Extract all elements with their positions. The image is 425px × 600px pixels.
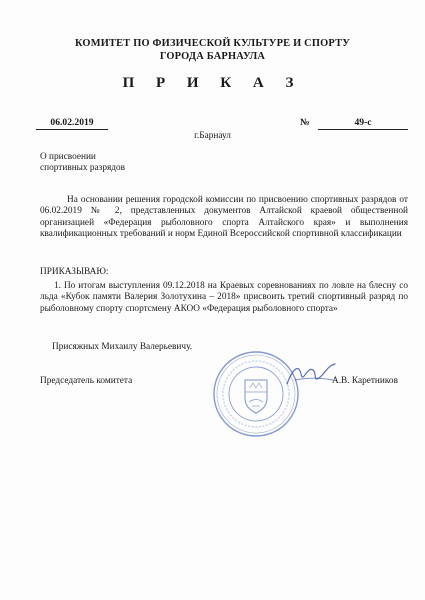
subject-line2: спортивных разрядов [40,163,126,174]
document-number: 49-с [318,117,408,130]
signatory-name: А.В. Каретников [332,376,398,386]
org-name-line1: КОМИТЕТ ПО ФИЗИЧЕСКОЙ КУЛЬТУРЕ И СПОРТУ [74,38,351,49]
signatory-role: Председатель комитета [40,376,133,386]
document-date: 06.02.2019 [36,117,108,130]
number-sign: № [300,117,310,128]
order-item-1-text: 1. По итогам выступления 09.12.2018 на Краевых соревнованиях по ловле на блесну со льда «Кубок памяти Валерия Золотухина – 2018» присвоить третий спортивный разряд по рыболовному спорту спортсмену АКОО «Федерация рыболовного спорта» [40,281,408,314]
document-subject [40,152,160,175]
order-word: ПРИКАЗЫВАЮ: [40,267,109,277]
org-name-line2: ГОРОДА БАРНАУЛА [159,51,266,62]
order-item-1 [40,281,408,315]
document-title: П Р И К А З [122,75,303,91]
subject-line1: О присвоении [40,152,96,162]
basis-paragraph [40,195,408,241]
awarded-person: Присяжных Михаилу Валерьевичу. [52,342,193,352]
basis-text: На основании решения городской комиссии по присвоению спортивных разрядов от 06.02.2019 № 2, представленных документов Алтайской краевой общественной организацией «Федерация рыболовного спорта Алтайского края» и выполнения квалификационных требований и норм Единой Всероссийской спортивной классификации [40,195,408,240]
document-city: г.Барнаул [194,131,231,141]
handwritten-signature-icon [283,358,341,392]
